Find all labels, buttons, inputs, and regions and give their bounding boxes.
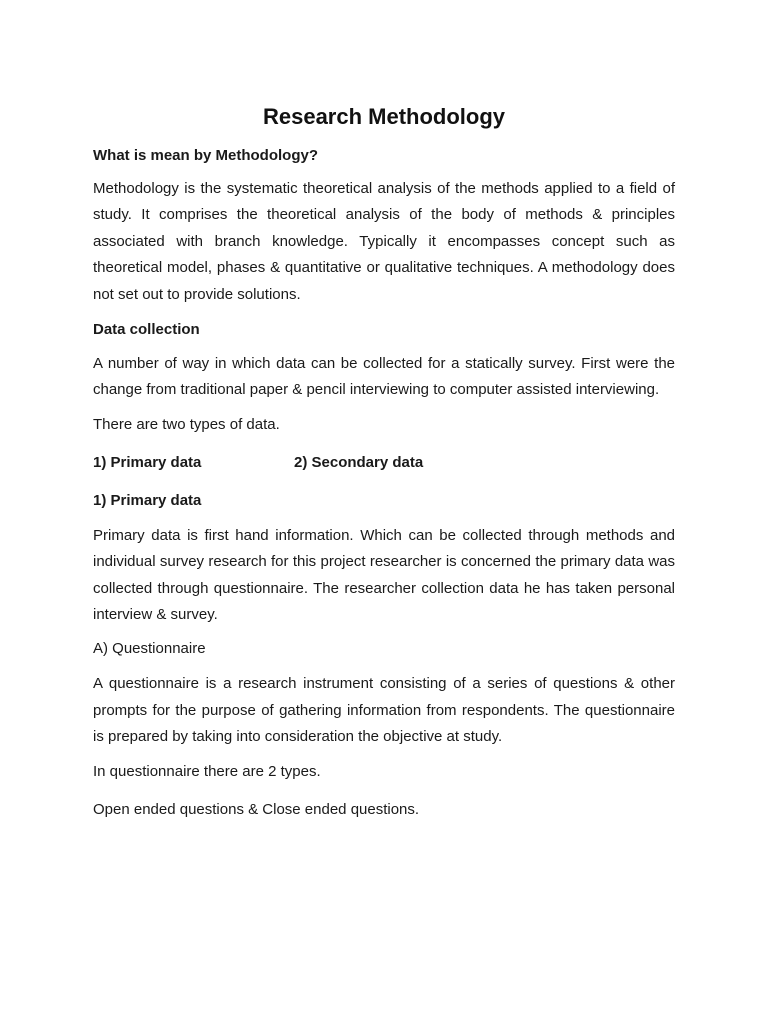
paragraph-methodology: Methodology is the systematic theoretical analysis of the methods applied to a field of study. It comprises the theoretical analysis of the body of methods & principles associated with branch knowledge. Typically it encompasses concept such as theoretical model, phases & quantitative or qualitative techniques. A methodology does not set out to provide solutions. — [93, 180, 675, 303]
data-type-primary: 1) Primary data — [93, 453, 202, 471]
paragraph-questionnaire: A questionnaire is a research instrument consisting of a series of questions & other prompts for the purpose of gathering information from respondents. The questionnaire is prepared by taking into consideration the objective at study. — [93, 675, 675, 746]
questionnaire-types-line: In questionnaire there are 2 types. — [93, 762, 321, 780]
data-type-secondary: 2) Secondary data — [294, 453, 424, 471]
types-of-data-intro: There are two types of data. — [93, 415, 280, 433]
paragraph-data-collection: A number of way in which data can be collected for a statically survey. First were the change from traditional paper & pencil interviewing to computer assisted interviewing. — [93, 355, 675, 399]
heading-questionnaire: A) Questionnaire — [93, 640, 206, 658]
paragraph-primary-data: Primary data is first hand information. Which can be collected through methods and individual survey research for this project researcher is concerned the primary data was collected through questionnaire. The researcher collection data he has taken personal interview & survey. — [93, 526, 675, 624]
heading-primary-data: 1) Primary data — [93, 491, 202, 509]
heading-data-collection: Data collection — [93, 321, 200, 339]
heading-methodology: What is mean by Methodology? — [93, 147, 319, 164]
data-types-row — [93, 453, 675, 473]
open-close-questions-line: Open ended questions & Close ended questions. — [93, 800, 420, 818]
document-title: Research Methodology — [262, 104, 506, 129]
